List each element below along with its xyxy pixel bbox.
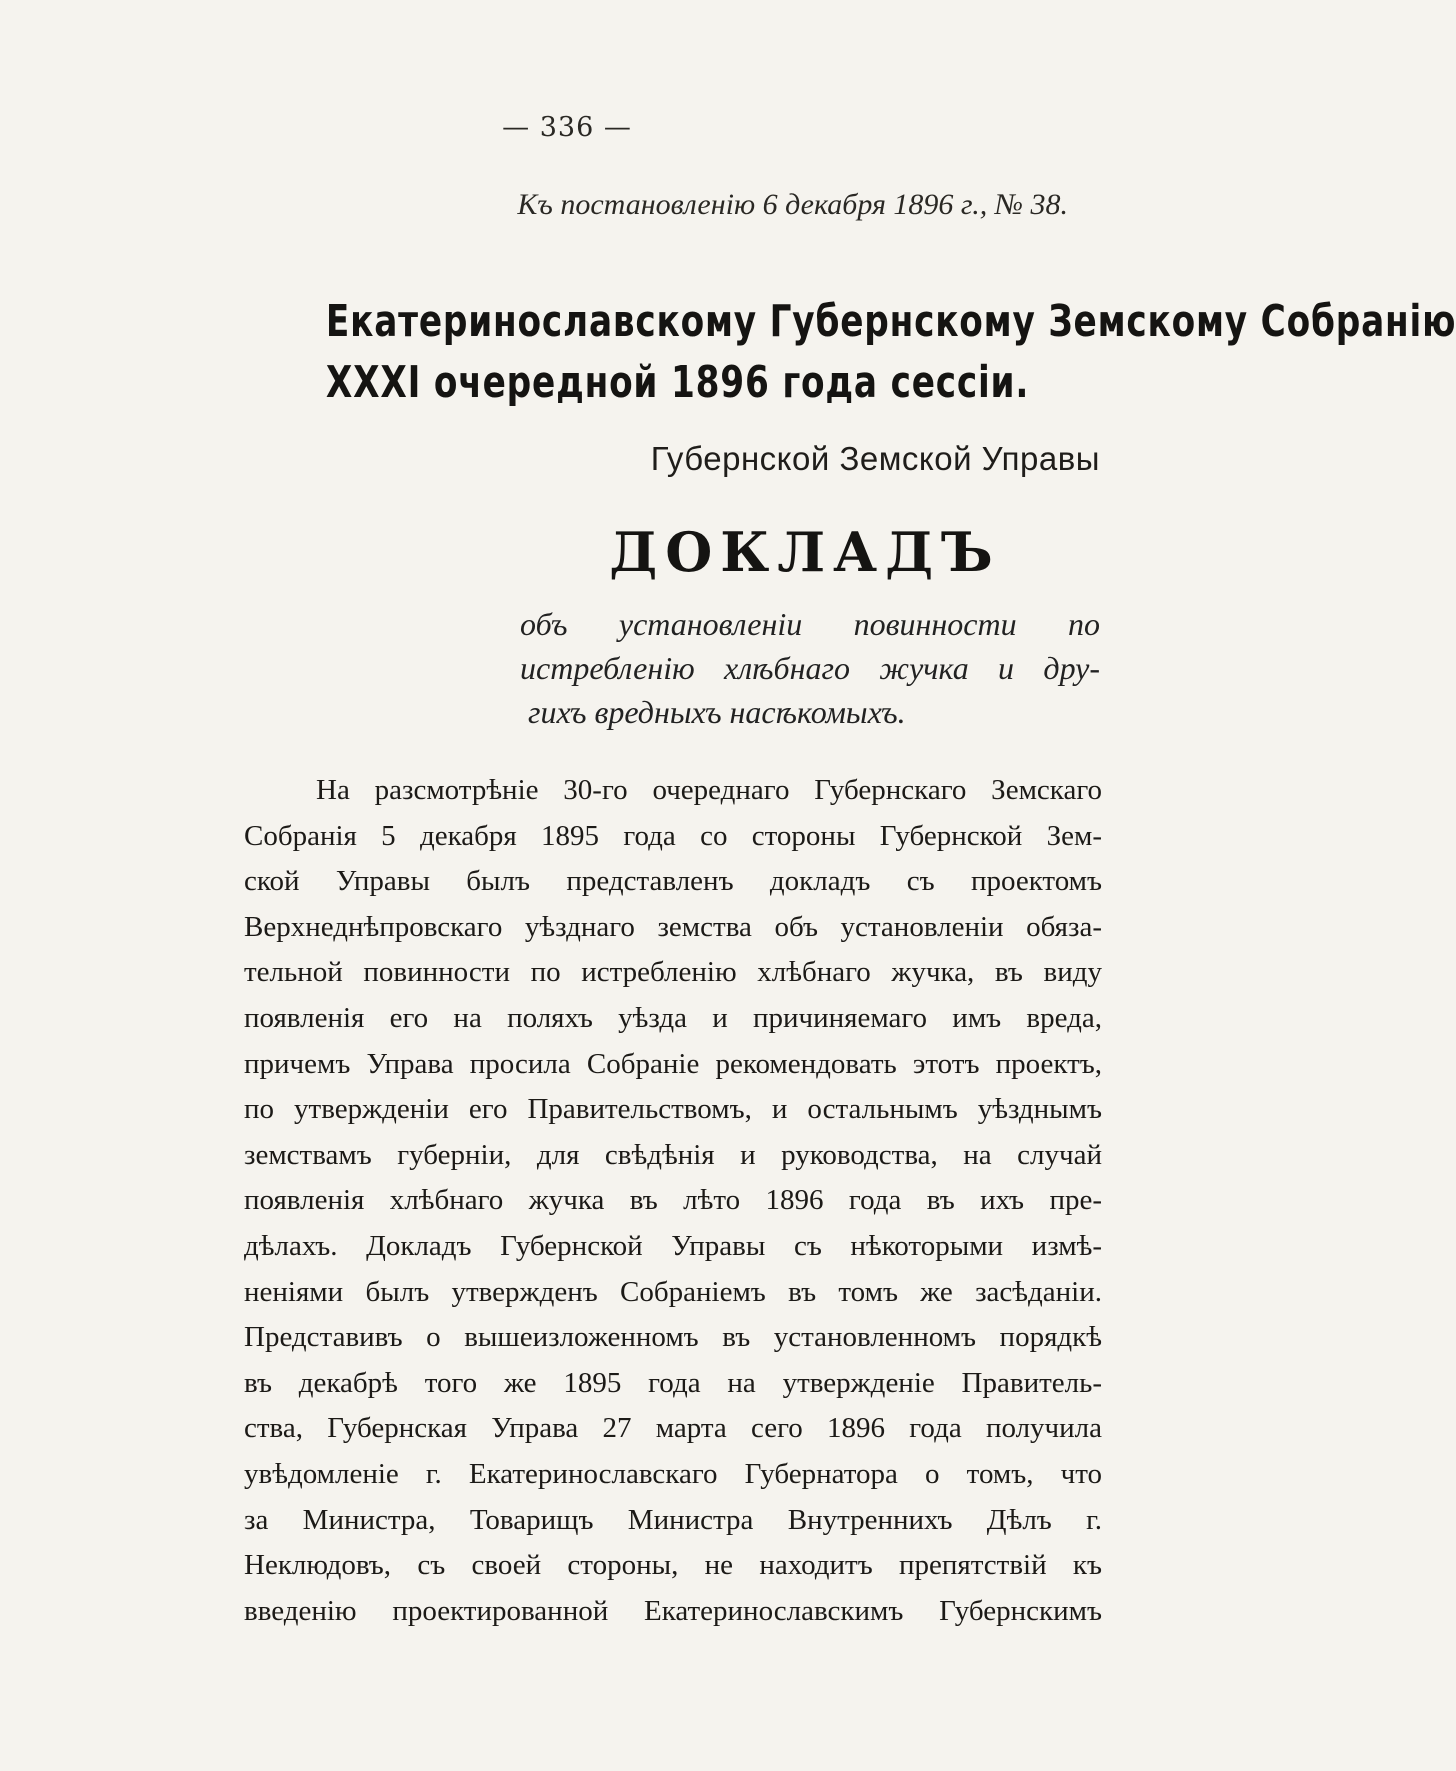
heading-line-2: XXXI очередной 1896 года сессіи. bbox=[325, 357, 1030, 408]
body-line: Собранія 5 декабря 1895 года со стороны Губернской Зем- bbox=[244, 819, 1102, 852]
body-line: появленія хлѣбнаго жучка въ лѣто 1896 года въ ихъ пре- bbox=[244, 1184, 1102, 1217]
body-line: земствамъ губерніи, для свѣдѣнія и руководства, на случай bbox=[244, 1138, 1102, 1171]
resolution-reference: Къ постановленію 6 декабря 1896 г., № 38. bbox=[517, 188, 1068, 221]
body-line: ской Управы былъ представленъ докладъ съ проектомъ bbox=[244, 865, 1102, 898]
body-line: Неклюдовъ, съ своей стороны, не находитъ препятствій къ bbox=[244, 1549, 1102, 1582]
subject-line: объ установленіи повинности по bbox=[520, 606, 1100, 642]
subject-line: гихъ вредныхъ насѣкомыхъ. bbox=[528, 694, 906, 730]
document-type-title: ДОКЛАДЪ bbox=[609, 520, 1001, 584]
body-line: тельной повинности по истребленію хлѣбнаго жучка, въ виду bbox=[244, 956, 1102, 989]
subject-line: истребленію хлѣбнаго жучка и дру- bbox=[520, 650, 1100, 686]
body-line: Представивъ о вышеизложенномъ въ установленномъ порядкѣ bbox=[244, 1321, 1102, 1354]
body-line: увѣдомленіе г. Екатеринославскаго Губернатора о томъ, что bbox=[244, 1457, 1102, 1490]
body-line: по утвержденіи его Правительствомъ, и остальнымъ уѣзднымъ bbox=[244, 1093, 1102, 1126]
body-line: причемъ Управа просила Собраніе рекомендовать этотъ проектъ, bbox=[244, 1047, 1102, 1080]
heading-line-1: Екатеринославскому Губернскому Земскому Собранію bbox=[325, 296, 1456, 347]
body-line: введенію проектированной Екатеринославскимъ Губернскимъ bbox=[244, 1594, 1102, 1627]
body-line: неніями былъ утвержденъ Собраніемъ въ томъ же засѣданіи. bbox=[244, 1275, 1102, 1308]
report-subject bbox=[520, 602, 1100, 734]
page-number: — 336 — bbox=[502, 112, 632, 143]
body-line: Верхнеднѣпровскаго уѣзднаго земства объ установленіи обяза- bbox=[244, 910, 1102, 943]
body-line: появленія его на поляхъ уѣзда и причиняемаго имъ вреда, bbox=[244, 1001, 1102, 1034]
body-line: за Министра, Товарищъ Министра Внутреннихъ Дѣлъ г. bbox=[244, 1503, 1102, 1536]
body-line: дѣлахъ. Докладъ Губернской Управы съ нѣкоторыми измѣ- bbox=[244, 1229, 1102, 1262]
body-line: ства, Губернская Управа 27 марта сего 1896 года получила bbox=[244, 1412, 1102, 1445]
body-line: въ декабрѣ того же 1895 года на утвержденіе Правитель- bbox=[244, 1366, 1102, 1399]
authority-line: Губернской Земской Управы bbox=[650, 440, 1100, 477]
body-paragraph bbox=[244, 768, 1102, 1634]
body-line: На разсмотрѣніе 30-го очереднаго Губернскаго Земскаго bbox=[316, 774, 1102, 806]
